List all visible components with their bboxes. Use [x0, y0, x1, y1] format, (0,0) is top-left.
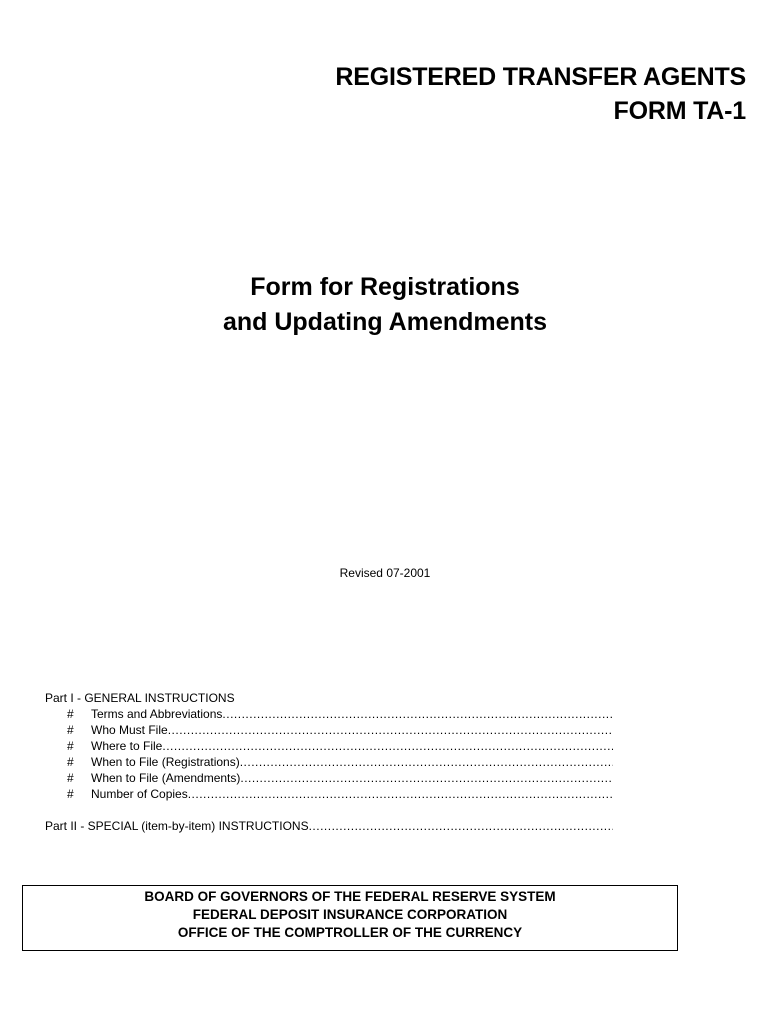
- toc-item-label: When to File (Amendments): [91, 771, 241, 785]
- form-subtitle-line-1: Form for Registrations: [250, 273, 520, 301]
- toc-item-label: Where to File: [91, 739, 163, 753]
- toc-item[interactable]: [45, 786, 613, 802]
- form-title: [335, 60, 746, 128]
- toc-part-2-heading[interactable]: [45, 818, 613, 834]
- form-subtitle: [0, 270, 770, 340]
- table-of-contents: [45, 690, 613, 834]
- agency-line-3: OFFICE OF THE COMPTROLLER OF THE CURRENCY: [177, 925, 523, 940]
- toc-part-2-label: Part II - SPECIAL (item-by-item) INSTRUCTIONS: [45, 819, 309, 833]
- agency-line-2: FEDERAL DEPOSIT INSURANCE CORPORATION: [192, 907, 508, 922]
- toc-item[interactable]: [45, 754, 613, 770]
- dot-leader: [168, 722, 613, 738]
- toc-bullet: #: [67, 755, 74, 769]
- toc-item[interactable]: [45, 706, 613, 722]
- toc-bullet: #: [67, 771, 74, 785]
- toc-item[interactable]: [45, 722, 613, 738]
- revision-date: Revised 07-2001: [339, 566, 431, 580]
- toc-part-1-heading: Part I - GENERAL INSTRUCTIONS: [45, 691, 235, 705]
- toc-bullet: #: [67, 739, 74, 753]
- toc-item-label: Terms and Abbreviations: [91, 707, 223, 721]
- toc-item[interactable]: [45, 770, 613, 786]
- dot-leader: [240, 754, 613, 770]
- toc-item[interactable]: [45, 738, 613, 754]
- toc-item-label: Number of Copies: [91, 787, 188, 801]
- form-title-line-1: REGISTERED TRANSFER AGENTS: [335, 63, 746, 91]
- form-subtitle-line-2: and Updating Amendments: [222, 308, 548, 336]
- dot-leader: [309, 818, 613, 834]
- toc-bullet: #: [67, 707, 74, 721]
- issuing-agencies-box: [22, 885, 678, 951]
- dot-leader: [240, 770, 613, 786]
- toc-bullet: #: [67, 723, 74, 737]
- toc-bullet: #: [67, 787, 74, 801]
- form-title-line-2: FORM TA-1: [613, 97, 746, 125]
- agency-line-1: BOARD OF GOVERNORS OF THE FEDERAL RESERVE SYSTEM: [144, 889, 556, 904]
- toc-item-label: When to File (Registrations): [91, 755, 240, 769]
- dot-leader: [162, 738, 613, 754]
- dot-leader: [188, 786, 613, 802]
- toc-item-label: Who Must File: [91, 723, 168, 737]
- toc-part-1-list: [45, 706, 613, 802]
- dot-leader: [222, 706, 613, 722]
